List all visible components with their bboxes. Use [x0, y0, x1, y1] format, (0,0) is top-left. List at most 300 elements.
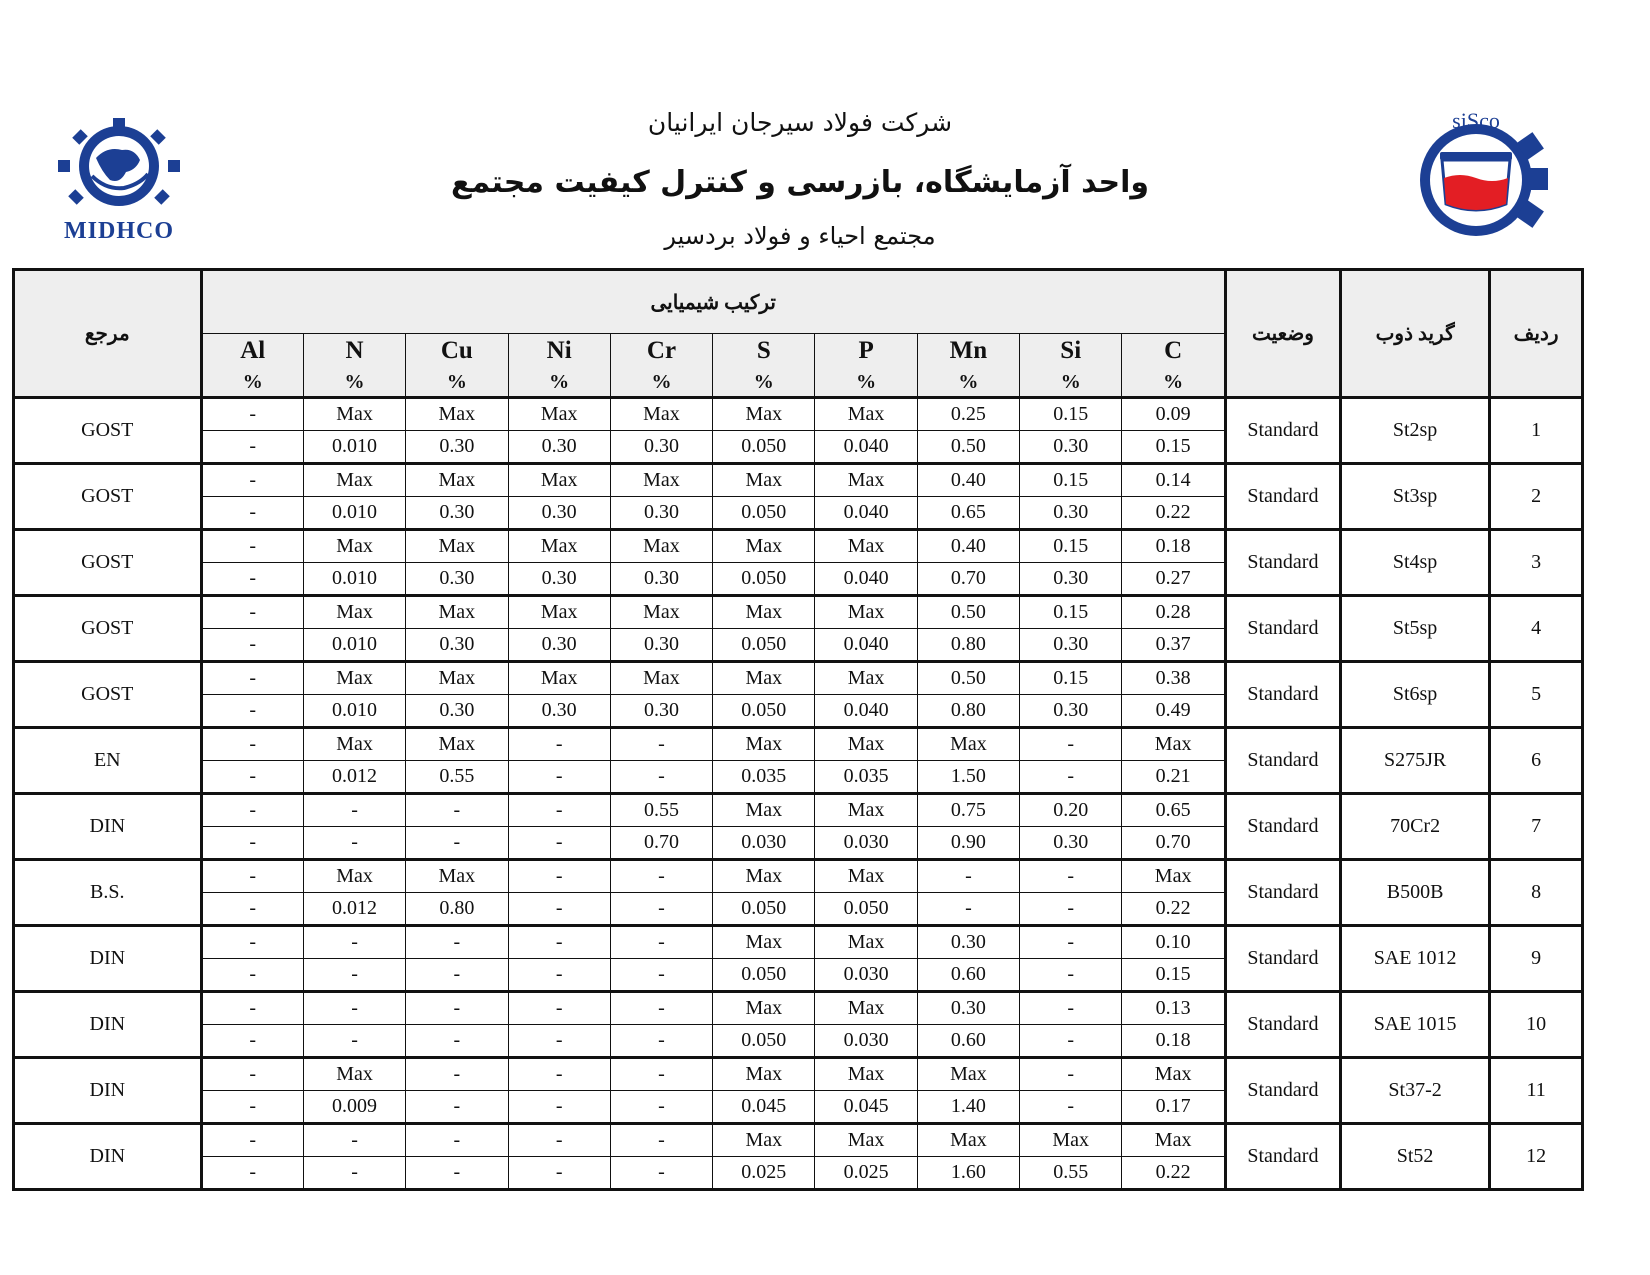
value-c-line1: 0.10 — [1122, 926, 1225, 959]
complex-name: مجتمع احیاء و فولاد بردسیر — [664, 222, 936, 250]
value-mn-line2: 0.65 — [917, 497, 1019, 530]
value-ni-line1: - — [508, 1058, 610, 1091]
value-s-line1: Max — [713, 794, 815, 827]
row-number-cell: 8 — [1490, 860, 1583, 926]
value-al-line2: - — [201, 827, 303, 860]
value-cr-line2: - — [610, 893, 712, 926]
value-al-line2: - — [201, 1091, 303, 1124]
value-c-line2: 0.17 — [1122, 1091, 1225, 1124]
grade-cell: St5sp — [1340, 596, 1489, 662]
value-si-line2: 0.30 — [1020, 695, 1122, 728]
row-number-cell: 5 — [1490, 662, 1583, 728]
value-cu-line1: Max — [406, 398, 508, 431]
value-n-line1: Max — [303, 1058, 405, 1091]
value-c-line2: 0.18 — [1122, 1025, 1225, 1058]
element-header-si: Si % — [1020, 334, 1122, 398]
value-cu-line2: 0.80 — [406, 893, 508, 926]
value-s-line2: 0.045 — [713, 1091, 815, 1124]
status-cell: Standard — [1225, 662, 1340, 728]
value-c-line1: 0.18 — [1122, 530, 1225, 563]
value-s-line2: 0.050 — [713, 893, 815, 926]
value-ni-line2: - — [508, 959, 610, 992]
value-ni-line2: 0.30 — [508, 431, 610, 464]
value-p-line2: 0.045 — [815, 1091, 917, 1124]
status-cell: Standard — [1225, 1058, 1340, 1124]
value-cr-line2: - — [610, 1157, 712, 1190]
value-c-line2: 0.22 — [1122, 497, 1225, 530]
value-n-line1: Max — [303, 728, 405, 761]
table-row — [14, 596, 1583, 629]
value-cr-line1: Max — [610, 530, 712, 563]
value-cu-line1: Max — [406, 464, 508, 497]
grade-cell: St37-2 — [1340, 1058, 1489, 1124]
value-si-line2: - — [1020, 959, 1122, 992]
value-p-line2: 0.030 — [815, 959, 917, 992]
status-cell: Standard — [1225, 926, 1340, 992]
value-n-line2: 0.010 — [303, 629, 405, 662]
value-s-line1: Max — [713, 596, 815, 629]
value-n-line2: 0.010 — [303, 563, 405, 596]
value-cu-line1: - — [406, 992, 508, 1025]
value-cu-line1: - — [406, 1124, 508, 1157]
row-number-cell: 4 — [1490, 596, 1583, 662]
value-cu-line1: - — [406, 1058, 508, 1091]
value-si-line1: - — [1020, 992, 1122, 1025]
value-s-line1: Max — [713, 398, 815, 431]
table-row — [14, 860, 1583, 893]
value-n-line1: - — [303, 992, 405, 1025]
value-al-line2: - — [201, 761, 303, 794]
value-al-line1: - — [201, 530, 303, 563]
value-si-line1: 0.15 — [1020, 596, 1122, 629]
value-s-line1: Max — [713, 1124, 815, 1157]
value-cu-line1: Max — [406, 662, 508, 695]
value-al-line1: - — [201, 992, 303, 1025]
value-mn-line2: 0.60 — [917, 1025, 1019, 1058]
value-si-line2: 0.30 — [1020, 497, 1122, 530]
value-si-line2: 0.30 — [1020, 431, 1122, 464]
value-c-line1: 0.65 — [1122, 794, 1225, 827]
value-p-line1: Max — [815, 860, 917, 893]
value-si-line1: 0.15 — [1020, 464, 1122, 497]
value-al-line1: - — [201, 596, 303, 629]
reference-cell: DIN — [14, 794, 202, 860]
sisco-logo-text: siSco — [1452, 112, 1500, 133]
grade-cell: St52 — [1340, 1124, 1489, 1190]
reference-cell: GOST — [14, 596, 202, 662]
document-header — [0, 0, 1650, 270]
value-s-line2: 0.035 — [713, 761, 815, 794]
header-chemical-composition: ترکیب شیمیایی — [201, 270, 1225, 334]
value-cr-line1: - — [610, 1124, 712, 1157]
value-cu-line1: - — [406, 926, 508, 959]
value-p-line1: Max — [815, 926, 917, 959]
value-n-line2: - — [303, 959, 405, 992]
value-si-line2: - — [1020, 761, 1122, 794]
value-c-line2: 0.21 — [1122, 761, 1225, 794]
value-p-line2: 0.040 — [815, 629, 917, 662]
value-s-line2: 0.050 — [713, 629, 815, 662]
value-cu-line1: Max — [406, 596, 508, 629]
value-n-line2: - — [303, 827, 405, 860]
value-s-line2: 0.030 — [713, 827, 815, 860]
value-cu-line2: 0.30 — [406, 431, 508, 464]
value-cr-line2: 0.30 — [610, 563, 712, 596]
value-mn-line1: 0.50 — [917, 662, 1019, 695]
table-row — [14, 1124, 1583, 1157]
value-mn-line1: 0.30 — [917, 926, 1019, 959]
row-number-cell: 7 — [1490, 794, 1583, 860]
element-header-p: P % — [815, 334, 917, 398]
value-mn-line1: Max — [917, 1058, 1019, 1091]
value-p-line2: 0.040 — [815, 497, 917, 530]
value-c-line1: 0.28 — [1122, 596, 1225, 629]
value-cr-line1: - — [610, 1058, 712, 1091]
value-n-line2: 0.009 — [303, 1091, 405, 1124]
value-c-line2: 0.27 — [1122, 563, 1225, 596]
value-si-line2: 0.55 — [1020, 1157, 1122, 1190]
header-row-number: ردیف — [1490, 270, 1583, 398]
status-cell: Standard — [1225, 794, 1340, 860]
value-n-line1: Max — [303, 530, 405, 563]
value-si-line1: - — [1020, 728, 1122, 761]
value-cr-line1: - — [610, 992, 712, 1025]
value-ni-line2: 0.30 — [508, 629, 610, 662]
value-n-line2: - — [303, 1157, 405, 1190]
reference-cell: DIN — [14, 1058, 202, 1124]
value-p-line1: Max — [815, 794, 917, 827]
header-reference: مرجع — [14, 270, 202, 398]
row-number-cell: 2 — [1490, 464, 1583, 530]
value-si-line1: 0.15 — [1020, 398, 1122, 431]
value-ni-line1: - — [508, 926, 610, 959]
element-header-mn: Mn % — [917, 334, 1019, 398]
value-al-line1: - — [201, 1058, 303, 1091]
value-s-line1: Max — [713, 662, 815, 695]
value-mn-line1: 0.25 — [917, 398, 1019, 431]
value-mn-line2: 0.60 — [917, 959, 1019, 992]
value-mn-line1: 0.40 — [917, 464, 1019, 497]
value-si-line1: 0.20 — [1020, 794, 1122, 827]
reference-cell: DIN — [14, 926, 202, 992]
value-ni-line2: - — [508, 827, 610, 860]
value-s-line1: Max — [713, 1058, 815, 1091]
value-s-line2: 0.050 — [713, 563, 815, 596]
value-cr-line2: 0.70 — [610, 827, 712, 860]
value-mn-line1: - — [917, 860, 1019, 893]
value-ni-line2: - — [508, 1025, 610, 1058]
status-cell: Standard — [1225, 860, 1340, 926]
chemical-composition-table — [12, 268, 1584, 1191]
table-row — [14, 662, 1583, 695]
table-row — [14, 926, 1583, 959]
value-ni-line2: - — [508, 1157, 610, 1190]
value-c-line1: Max — [1122, 728, 1225, 761]
value-mn-line1: Max — [917, 1124, 1019, 1157]
value-p-line1: Max — [815, 464, 917, 497]
value-mn-line1: 0.50 — [917, 596, 1019, 629]
grade-cell: St4sp — [1340, 530, 1489, 596]
value-si-line2: 0.30 — [1020, 563, 1122, 596]
value-ni-line1: - — [508, 1124, 610, 1157]
value-mn-line2: 1.40 — [917, 1091, 1019, 1124]
value-al-line2: - — [201, 893, 303, 926]
value-cr-line2: 0.30 — [610, 497, 712, 530]
status-cell: Standard — [1225, 464, 1340, 530]
value-n-line2: 0.012 — [303, 761, 405, 794]
value-p-line1: Max — [815, 992, 917, 1025]
grade-cell: S275JR — [1340, 728, 1489, 794]
value-mn-line1: Max — [917, 728, 1019, 761]
value-c-line1: 0.38 — [1122, 662, 1225, 695]
status-cell: Standard — [1225, 398, 1340, 464]
value-s-line2: 0.050 — [713, 695, 815, 728]
value-cu-line2: 0.30 — [406, 695, 508, 728]
reference-cell: GOST — [14, 464, 202, 530]
row-number-cell: 6 — [1490, 728, 1583, 794]
status-cell: Standard — [1225, 728, 1340, 794]
table-body — [14, 398, 1583, 1190]
unit-title: واحد آزمایشگاه، بازرسی و کنترل کیفیت مجتمع — [450, 165, 1150, 200]
value-cr-line1: Max — [610, 662, 712, 695]
value-p-line1: Max — [815, 596, 917, 629]
status-cell: Standard — [1225, 1124, 1340, 1190]
value-c-line1: 0.13 — [1122, 992, 1225, 1025]
value-n-line2: 0.012 — [303, 893, 405, 926]
table-row — [14, 530, 1583, 563]
value-ni-line2: - — [508, 761, 610, 794]
value-cu-line2: 0.30 — [406, 497, 508, 530]
value-cr-line1: Max — [610, 596, 712, 629]
value-si-line1: 0.15 — [1020, 530, 1122, 563]
value-p-line2: 0.030 — [815, 1025, 917, 1058]
row-number-cell: 10 — [1490, 992, 1583, 1058]
value-n-line2: - — [303, 1025, 405, 1058]
value-al-line2: - — [201, 431, 303, 464]
value-cr-line1: Max — [610, 464, 712, 497]
value-n-line1: - — [303, 1124, 405, 1157]
reference-cell: GOST — [14, 530, 202, 596]
value-cu-line2: - — [406, 1025, 508, 1058]
value-al-line1: - — [201, 398, 303, 431]
status-cell: Standard — [1225, 992, 1340, 1058]
header-status: وضعیت — [1225, 270, 1340, 398]
value-p-line2: 0.025 — [815, 1157, 917, 1190]
value-al-line2: - — [201, 959, 303, 992]
reference-cell: B.S. — [14, 860, 202, 926]
value-al-line1: - — [201, 728, 303, 761]
value-ni-line2: 0.30 — [508, 695, 610, 728]
value-p-line1: Max — [815, 530, 917, 563]
value-mn-line2: 0.90 — [917, 827, 1019, 860]
value-mn-line2: 1.50 — [917, 761, 1019, 794]
value-ni-line2: - — [508, 1091, 610, 1124]
value-cu-line2: - — [406, 827, 508, 860]
value-si-line2: 0.30 — [1020, 827, 1122, 860]
element-header-cu: Cu % — [406, 334, 508, 398]
value-n-line2: 0.010 — [303, 695, 405, 728]
value-cr-line1: - — [610, 926, 712, 959]
value-p-line2: 0.035 — [815, 761, 917, 794]
value-cr-line2: 0.30 — [610, 431, 712, 464]
value-p-line2: 0.050 — [815, 893, 917, 926]
element-header-cr: Cr % — [610, 334, 712, 398]
value-n-line1: - — [303, 926, 405, 959]
value-cr-line1: Max — [610, 398, 712, 431]
table-row — [14, 794, 1583, 827]
table-row — [14, 464, 1583, 497]
value-cu-line2: - — [406, 1157, 508, 1190]
value-si-line2: - — [1020, 1091, 1122, 1124]
value-s-line2: 0.050 — [713, 959, 815, 992]
value-ni-line1: - — [508, 860, 610, 893]
value-ni-line1: Max — [508, 530, 610, 563]
value-c-line2: 0.15 — [1122, 959, 1225, 992]
value-ni-line1: - — [508, 794, 610, 827]
row-number-cell: 9 — [1490, 926, 1583, 992]
value-al-line1: - — [201, 860, 303, 893]
value-p-line1: Max — [815, 662, 917, 695]
value-si-line1: - — [1020, 1058, 1122, 1091]
value-c-line2: 0.22 — [1122, 893, 1225, 926]
element-header-s: S % — [713, 334, 815, 398]
value-cu-line1: Max — [406, 728, 508, 761]
element-header-ni: Ni % — [508, 334, 610, 398]
value-si-line2: - — [1020, 893, 1122, 926]
value-cr-line2: 0.30 — [610, 695, 712, 728]
grade-cell: St6sp — [1340, 662, 1489, 728]
value-mn-line2: 0.50 — [917, 431, 1019, 464]
value-s-line1: Max — [713, 926, 815, 959]
value-al-line2: - — [201, 497, 303, 530]
element-header-n: N % — [303, 334, 405, 398]
value-p-line2: 0.030 — [815, 827, 917, 860]
value-n-line1: - — [303, 794, 405, 827]
value-p-line2: 0.040 — [815, 431, 917, 464]
value-cr-line2: - — [610, 1025, 712, 1058]
value-si-line1: Max — [1020, 1124, 1122, 1157]
value-p-line2: 0.040 — [815, 563, 917, 596]
value-s-line1: Max — [713, 992, 815, 1025]
value-cr-line2: 0.30 — [610, 629, 712, 662]
reference-cell: GOST — [14, 662, 202, 728]
company-name: شرکت فولاد سیرجان ایرانیان — [647, 108, 953, 137]
value-al-line2: - — [201, 629, 303, 662]
value-mn-line2: 0.80 — [917, 629, 1019, 662]
value-cu-line2: - — [406, 959, 508, 992]
grade-cell: St3sp — [1340, 464, 1489, 530]
table-row — [14, 992, 1583, 1025]
value-cr-line2: - — [610, 1091, 712, 1124]
value-mn-line1: 0.30 — [917, 992, 1019, 1025]
value-cu-line2: - — [406, 1091, 508, 1124]
value-ni-line2: - — [508, 893, 610, 926]
grade-cell: SAE 1015 — [1340, 992, 1489, 1058]
value-ni-line2: 0.30 — [508, 563, 610, 596]
value-mn-line1: 0.40 — [917, 530, 1019, 563]
value-n-line2: 0.010 — [303, 431, 405, 464]
value-al-line1: - — [201, 464, 303, 497]
value-si-line1: - — [1020, 860, 1122, 893]
value-s-line1: Max — [713, 530, 815, 563]
value-ni-line2: 0.30 — [508, 497, 610, 530]
element-header-al: Al % — [201, 334, 303, 398]
value-ni-line1: Max — [508, 464, 610, 497]
header-grade: گرید ذوب — [1340, 270, 1489, 398]
grade-cell: SAE 1012 — [1340, 926, 1489, 992]
value-cr-line1: 0.55 — [610, 794, 712, 827]
value-c-line1: 0.09 — [1122, 398, 1225, 431]
value-n-line1: Max — [303, 398, 405, 431]
sisco-logo-icon — [1410, 112, 1552, 240]
value-cr-line1: - — [610, 860, 712, 893]
value-cu-line1: Max — [406, 860, 508, 893]
value-ni-line1: Max — [508, 398, 610, 431]
value-c-line1: Max — [1122, 1058, 1225, 1091]
value-ni-line1: - — [508, 728, 610, 761]
value-al-line2: - — [201, 563, 303, 596]
value-mn-line2: 0.80 — [917, 695, 1019, 728]
value-mn-line2: - — [917, 893, 1019, 926]
reference-cell: EN — [14, 728, 202, 794]
value-n-line1: Max — [303, 662, 405, 695]
value-p-line1: Max — [815, 728, 917, 761]
reference-cell: DIN — [14, 1124, 202, 1190]
value-al-line1: - — [201, 662, 303, 695]
value-c-line2: 0.49 — [1122, 695, 1225, 728]
value-s-line2: 0.050 — [713, 1025, 815, 1058]
grade-cell: B500B — [1340, 860, 1489, 926]
reference-cell: DIN — [14, 992, 202, 1058]
value-cu-line1: - — [406, 794, 508, 827]
value-c-line2: 0.37 — [1122, 629, 1225, 662]
value-s-line1: Max — [713, 464, 815, 497]
grade-cell: St2sp — [1340, 398, 1489, 464]
row-number-cell: 3 — [1490, 530, 1583, 596]
value-ni-line1: Max — [508, 596, 610, 629]
value-cr-line2: - — [610, 959, 712, 992]
value-cr-line1: - — [610, 728, 712, 761]
value-al-line1: - — [201, 1124, 303, 1157]
status-cell: Standard — [1225, 530, 1340, 596]
value-cr-line2: - — [610, 761, 712, 794]
value-cu-line2: 0.30 — [406, 629, 508, 662]
value-ni-line1: Max — [508, 662, 610, 695]
value-n-line2: 0.010 — [303, 497, 405, 530]
value-c-line2: 0.22 — [1122, 1157, 1225, 1190]
value-si-line2: - — [1020, 1025, 1122, 1058]
value-p-line2: 0.040 — [815, 695, 917, 728]
value-mn-line2: 0.70 — [917, 563, 1019, 596]
status-cell: Standard — [1225, 596, 1340, 662]
value-cu-line1: Max — [406, 530, 508, 563]
value-c-line1: 0.14 — [1122, 464, 1225, 497]
value-c-line1: Max — [1122, 860, 1225, 893]
row-number-cell: 11 — [1490, 1058, 1583, 1124]
value-si-line1: - — [1020, 926, 1122, 959]
midhco-logo-text: MIDHCO — [64, 218, 174, 244]
row-number-cell: 12 — [1490, 1124, 1583, 1190]
value-al-line1: - — [201, 926, 303, 959]
value-cu-line2: 0.55 — [406, 761, 508, 794]
value-c-line1: Max — [1122, 1124, 1225, 1157]
value-s-line1: Max — [713, 728, 815, 761]
value-mn-line2: 1.60 — [917, 1157, 1019, 1190]
value-al-line1: - — [201, 794, 303, 827]
value-c-line2: 0.70 — [1122, 827, 1225, 860]
value-al-line2: - — [201, 1025, 303, 1058]
value-s-line2: 0.050 — [713, 497, 815, 530]
